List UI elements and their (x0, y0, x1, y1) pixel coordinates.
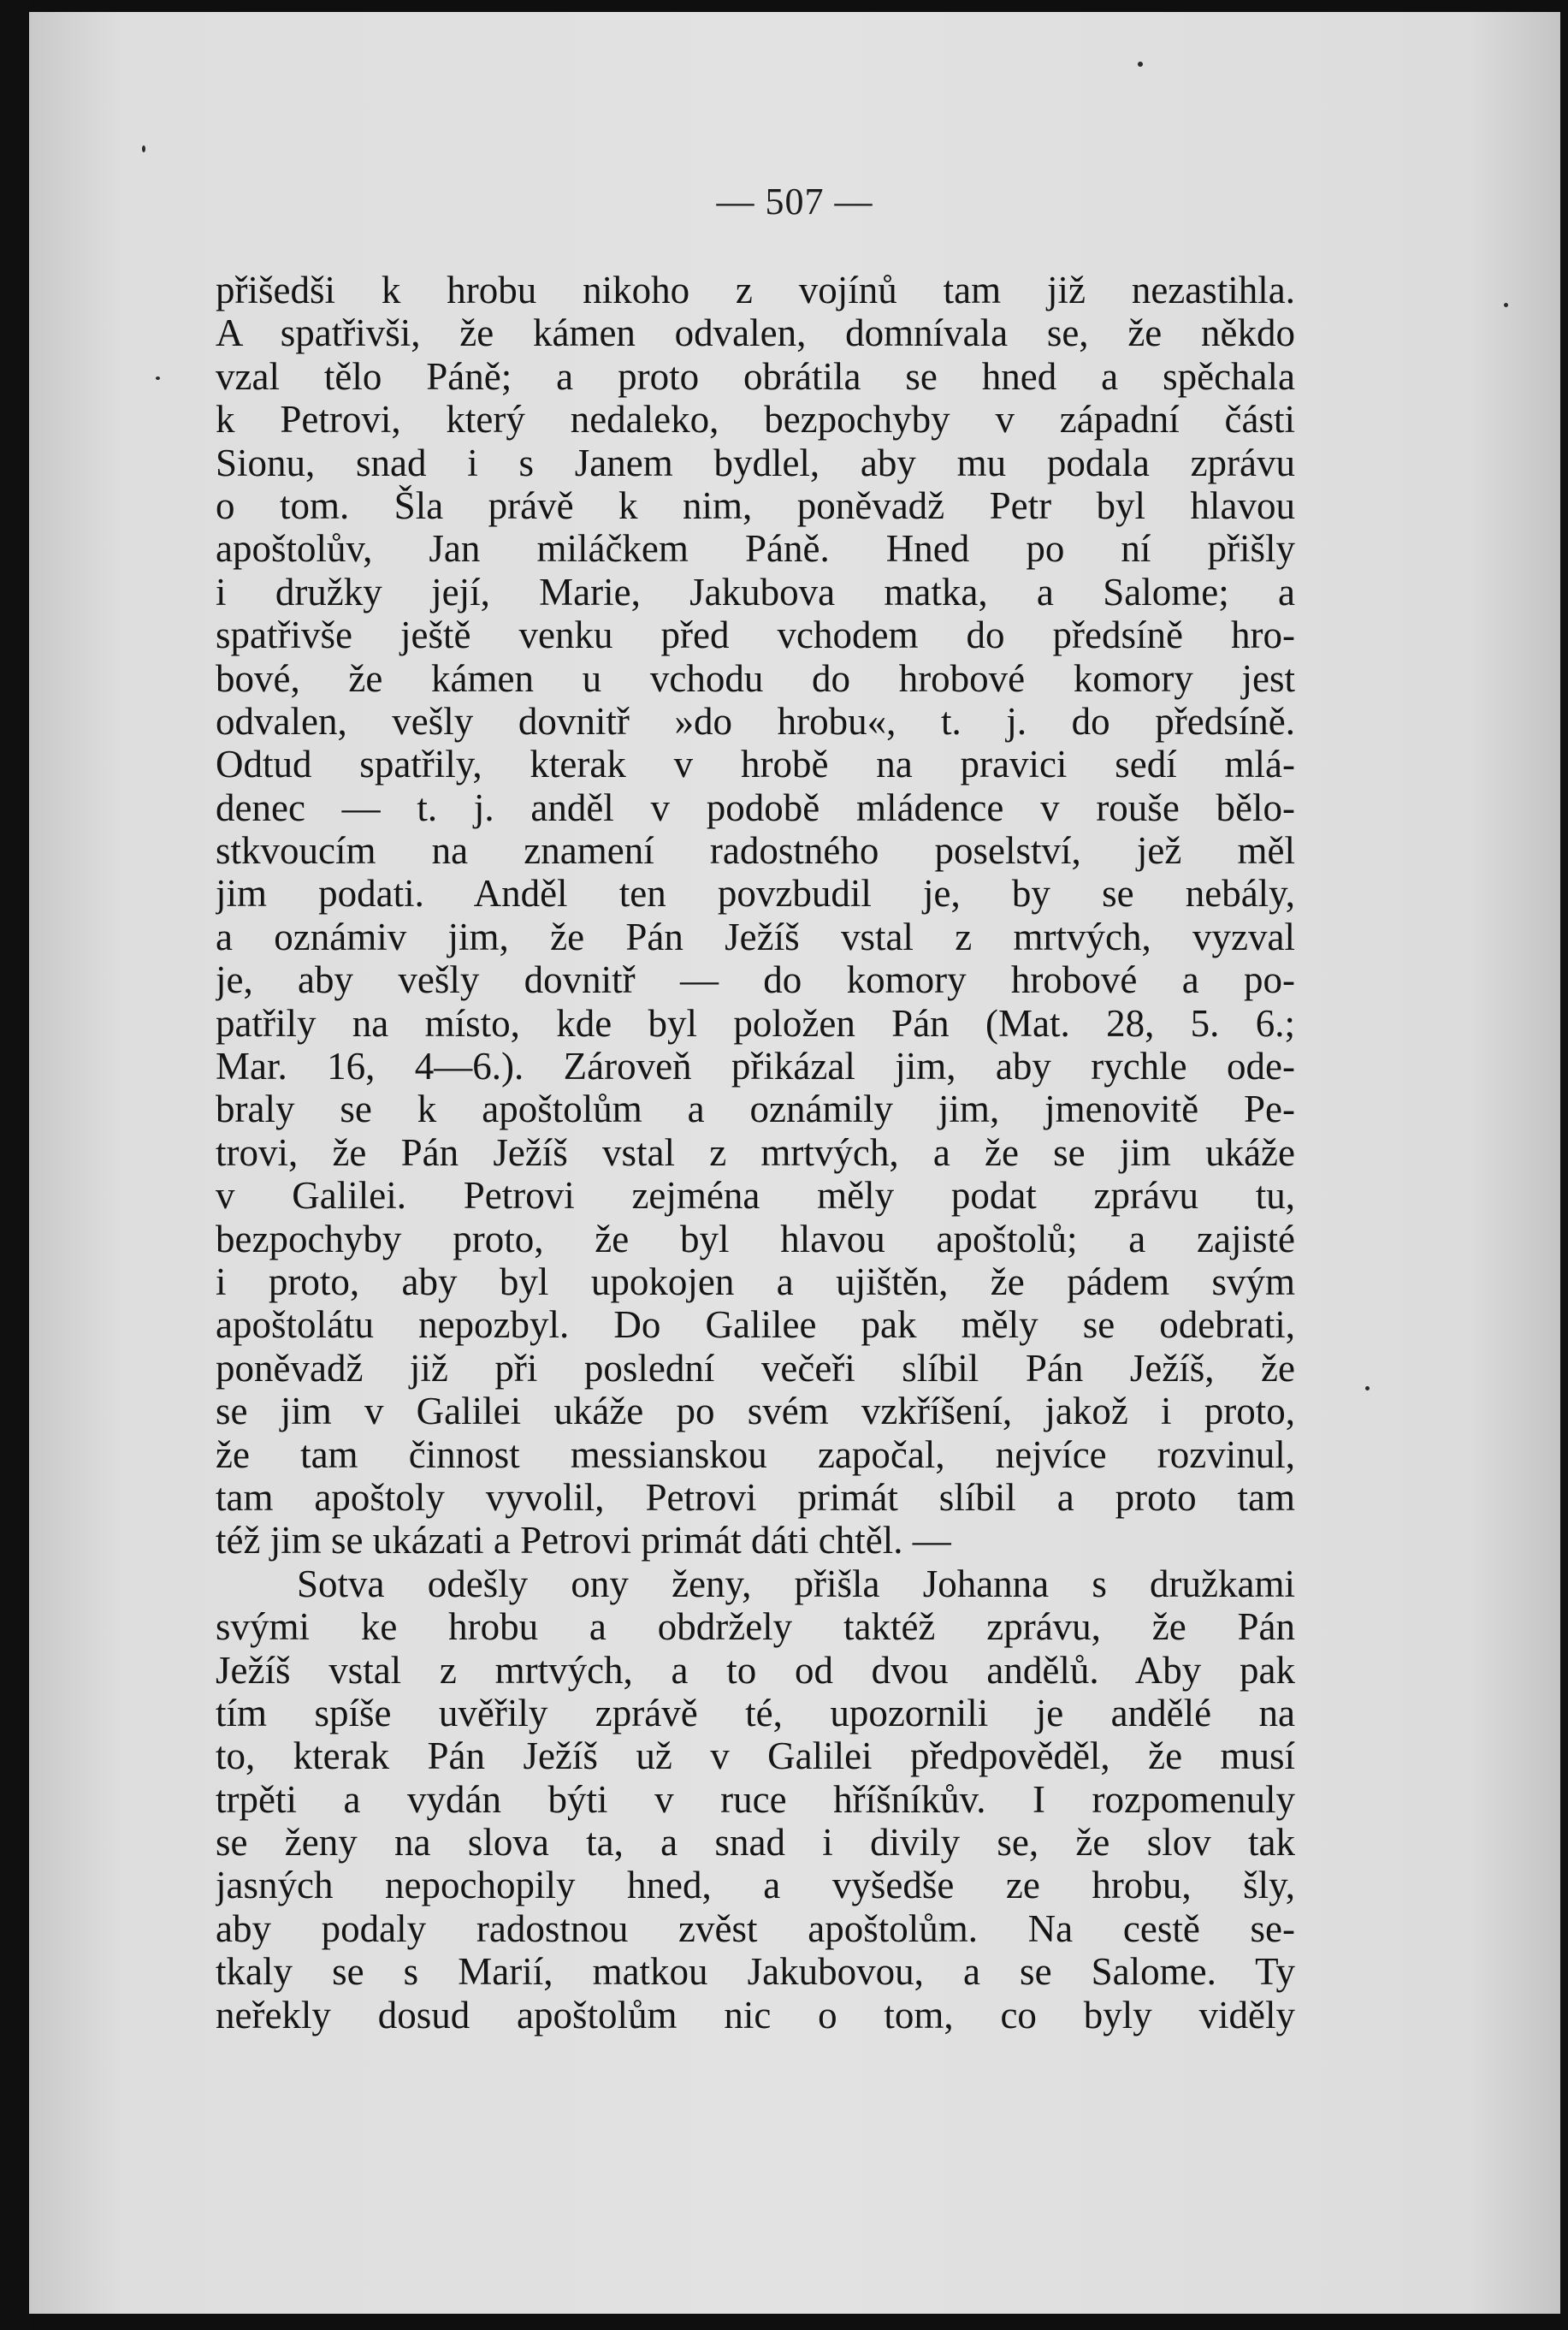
body-text (216, 269, 1295, 2037)
paper-speck (1365, 1386, 1370, 1390)
book-binding-edge (0, 0, 29, 2330)
text-line-5: Sionu, snad i s Janem bydlel, aby mu podala zprávu (216, 441, 1295, 484)
text-line-16: a oznámiv jim, že Pán Ježíš vstal z mrtvých, vyzval (216, 915, 1295, 958)
paper-speck (1138, 62, 1143, 67)
text-line-3: vzal tělo Páně; a proto obrátila se hned a spěchala (216, 354, 1295, 398)
text-line-24: i proto, aby byl upokojen a ujištěn, že pádem svým (216, 1260, 1295, 1303)
text-line-12: Odtud spatřily, kterak v hrobě na pravici sedí mlá- (216, 743, 1295, 786)
text-line-17: je, aby vešly dovnitř — do komory hrobové a po- (216, 958, 1295, 1002)
text-line-13: denec — t. j. anděl v podobě mládence v rouše bělo- (216, 786, 1295, 829)
text-line-39: aby podaly radostnou zvěst apoštolům. Na cestě se- (216, 1906, 1295, 1950)
text-line-7: apoštolův, Jan miláčkem Páně. Hned po ní přišly (216, 527, 1295, 571)
text-line-11: odvalen, vešly dovnitř »do hrobu«, t. j. do předsíně. (216, 699, 1295, 743)
text-line-41: neřekly dosud apoštolům nic o tom, co byly viděly (216, 1993, 1295, 2037)
text-line-28: že tam činnost messianskou započal, nejvíce rozvinul, (216, 1432, 1295, 1476)
text-line-34: tím spíše uvěřily zprávě té, upozornili je andělé na (216, 1691, 1295, 1734)
text-line-38: jasných nepochopily hned, a vyšedše ze hrobu, šly, (216, 1864, 1295, 1907)
text-line-21: trovi, že Pán Ježíš vstal z mrtvých, a že se jim ukáže (216, 1130, 1295, 1174)
text-line-33: Ježíš vstal z mrtvých, a to od dvou andělů. Aby pak (216, 1648, 1295, 1692)
text-line-19: Mar. 16, 4—6.). Zároveň přikázal jim, aby rychle ode- (216, 1045, 1295, 1088)
text-line-32: svými ke hrobu a obdržely taktéž zprávu, že Pán (216, 1605, 1295, 1649)
paper-speck (1504, 303, 1508, 307)
text-line-27: se jim v Galilei ukáže po svém vzkříšení, jakož i proto, (216, 1390, 1295, 1433)
text-line-37: se ženy na slova ta, a snad i divily se, že slov tak (216, 1821, 1295, 1865)
text-line-36: trpěti a vydán býti v ruce hříšníkův. I rozpomenuly (216, 1777, 1295, 1821)
text-line-31: Sotva odešly ony ženy, přišla Johanna s družkami (297, 1562, 1295, 1605)
text-line-10: bové, že kámen u vchodu do hrobové komory jest (216, 656, 1295, 700)
text-line-9: spatřivše ještě venku před vchodem do předsíně hro- (216, 614, 1295, 657)
page-number: — 507 — (716, 181, 873, 222)
text-line-26: poněvadž již při poslední večeři slíbil Pán Ježíš, že (216, 1346, 1295, 1390)
text-line-14: stkvoucím na znamení radostného poselství, jež měl (216, 829, 1295, 873)
paper-speck (156, 376, 160, 380)
text-line-2: A spatřivši, že kámen odvalen, domnívala se, že někdo (216, 311, 1295, 355)
text-line-18: patřily na místo, kde byl položen Pán (Mat. 28, 5. 6.; (216, 1001, 1295, 1045)
text-line-40: tkaly se s Marií, matkou Jakubovou, a se Salome. Ty (216, 1950, 1295, 1994)
text-line-1: přišedši k hrobu nikoho z vojínů tam již nezastihla. (216, 269, 1295, 311)
paper-speck (142, 145, 145, 152)
text-line-30: též jim se ukázati a Petrovi primát dáti chtěl. — (216, 1519, 951, 1562)
text-line-25: apoštolátu nepozbyl. Do Galilee pak měly se odebrati, (216, 1303, 1295, 1347)
text-line-23: bezpochyby proto, že byl hlavou apoštolů; a zajisté (216, 1217, 1295, 1260)
text-line-8: i družky její, Marie, Jakubova matka, a Salome; a (216, 570, 1295, 614)
text-line-35: to, kterak Pán Ježíš už v Galilei předpověděl, že musí (216, 1734, 1295, 1778)
text-line-20: braly se k apoštolům a oznámily jim, jmenovitě Pe- (216, 1088, 1295, 1131)
text-line-29: tam apoštoly vyvolil, Petrovi primát slíbil a proto tam (216, 1475, 1295, 1519)
text-line-15: jim podati. Anděl ten povzbudil je, by se nebály, (216, 872, 1295, 916)
text-line-4: k Petrovi, který nedaleko, bezpochyby v západní části (216, 398, 1295, 442)
book-page (29, 12, 1560, 2314)
text-line-6: o tom. Šla právě k nim, poněvadž Petr byl hlavou (216, 483, 1295, 527)
text-line-22: v Galilei. Petrovi zejména měly podat zprávu tu, (216, 1174, 1295, 1218)
